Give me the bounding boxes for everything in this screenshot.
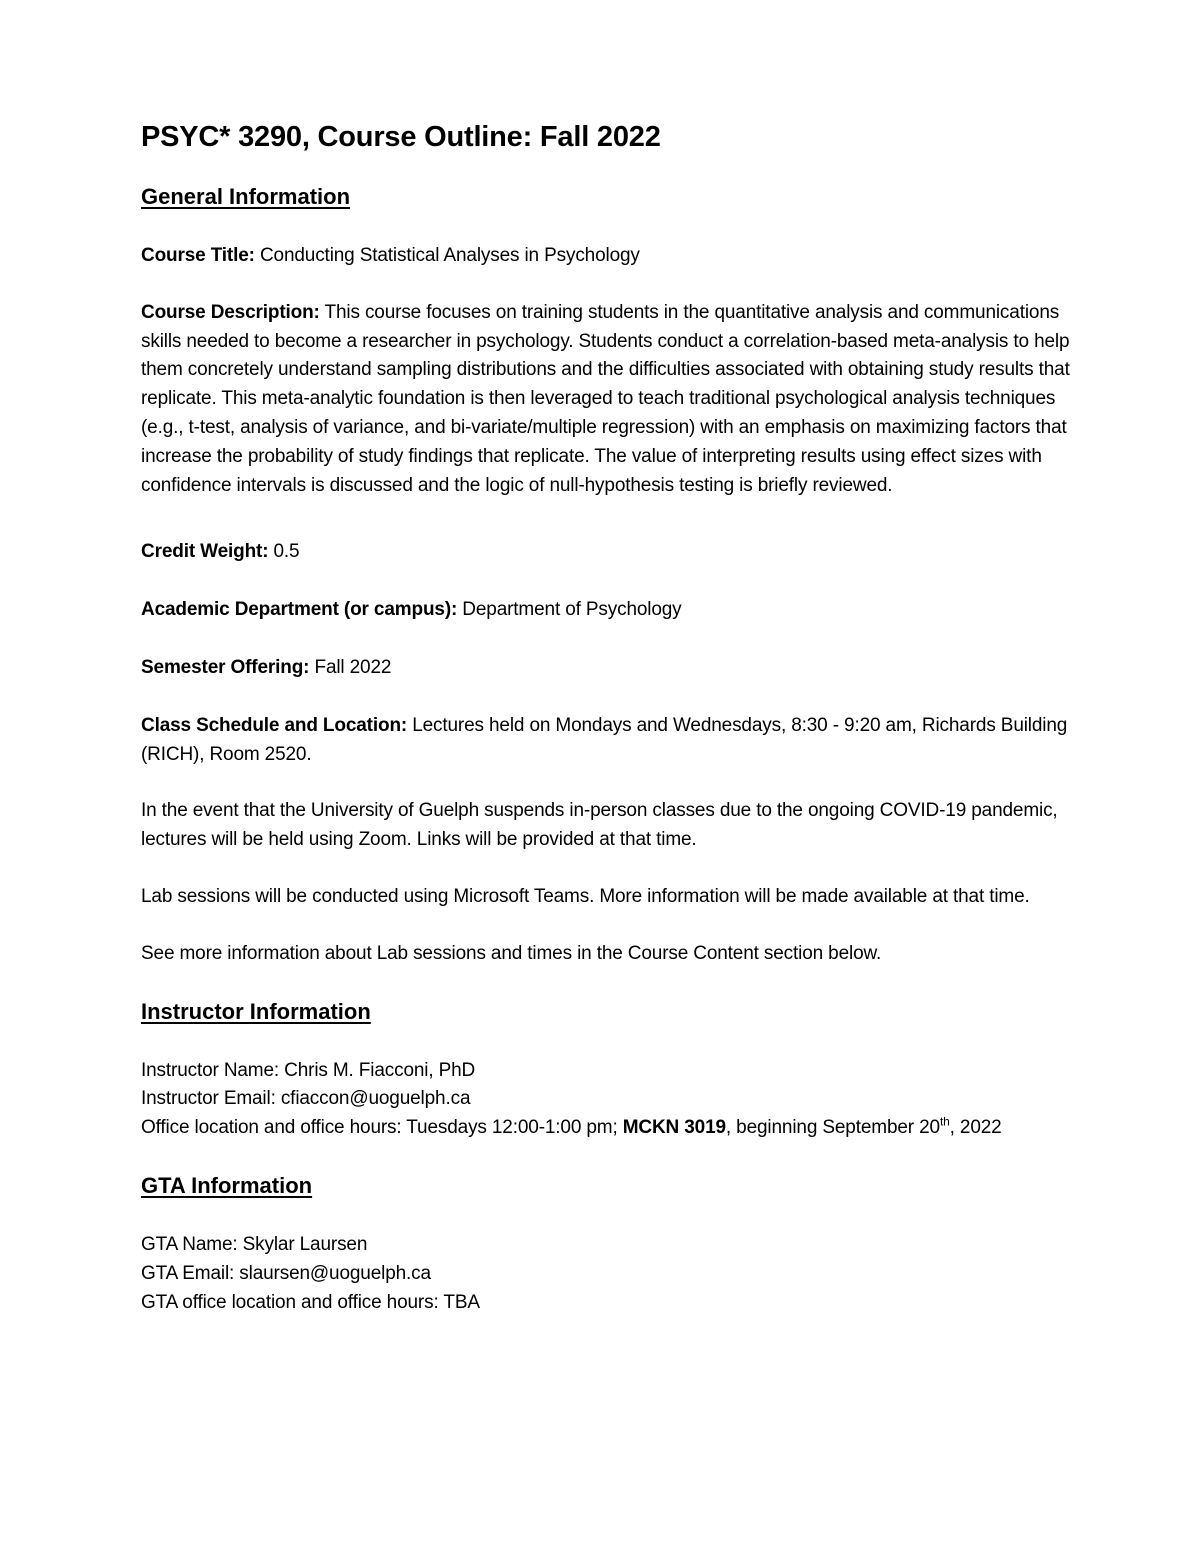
semester-value: Fall 2022 (309, 656, 392, 678)
class-schedule-paragraph (141, 712, 1071, 770)
lab-more-info-paragraph: See more information about Lab sessions and times in the Course Content section below. (141, 942, 882, 964)
class-schedule-label: Class Schedule and Location: (141, 714, 408, 736)
semester-paragraph (141, 654, 1071, 683)
page-title: PSYC* 3290, Course Outline: Fall 2022 (141, 121, 661, 153)
gta-name-line: GTA Name: Skylar Laursen (141, 1233, 368, 1255)
instructor-name-line: Instructor Name: Chris M. Fiacconi, PhD (141, 1059, 476, 1081)
gta-office-line: GTA office location and office hours: TBA (141, 1291, 480, 1313)
gta-email-line: GTA Email: slaursen@uoguelph.ca (141, 1262, 431, 1284)
instructor-office-line (141, 1114, 1071, 1143)
department-paragraph (141, 596, 1071, 625)
instructor-email-line: Instructor Email: cfiaccon@uoguelph.ca (141, 1088, 471, 1110)
instructor-office-suffix-b: , 2022 (949, 1117, 1002, 1139)
class-schedule-value: Lectures held on Mondays and Wednesdays, 8:30 - 9:20 am, Richards Building (RICH), Room 2520. (141, 714, 1068, 765)
credit-weight-label: Credit Weight: (141, 541, 269, 563)
instructor-office-prefix: Office location and office hours: Tuesdays 12:00-1:00 pm; (141, 1117, 623, 1139)
instructor-office-ordinal: th (939, 1114, 950, 1129)
course-title-label: Course Title: (141, 245, 255, 266)
department-value: Department of Psychology (457, 599, 682, 621)
course-title-value: Conducting Statistical Analyses in Psychology (254, 245, 640, 266)
instructor-office-suffix-a: , beginning September 20 (725, 1117, 940, 1139)
covid-note-paragraph: In the event that the University of Guelph suspends in-person classes due to the ongoing COVID-19 pandemic, lectures will be held using Zoom. Links will be provided at that time. (141, 800, 1058, 851)
gta-information-heading: GTA Information (141, 1172, 313, 1198)
course-description-label: Course Description: (141, 301, 320, 323)
semester-label: Semester Offering: (141, 656, 310, 678)
course-description-paragraph (141, 299, 1071, 501)
course-description-value: This course focuses on training students in the quantitative analysis and communications skills needed to become a researcher in psychology. Students conduct a correlation-based meta-analysis to help them concretely understand sampling distributions and the difficulties associated with obtaining study results that replicate. This meta-analytic foundation is then leveraged to teach traditional psychological analysis techniques (e.g., t-test, analysis of variance, and bi-variate/multiple regression) with an emphasis on maximizing factors that increase the probability of study findings that replicate. The value of interpreting results using effect sizes with confidence intervals is discussed and the logic of null-hypothesis testing is briefly reviewed. (141, 301, 1070, 496)
department-label: Academic Department (or campus): (141, 599, 458, 621)
document-content (141, 118, 1071, 1317)
instructor-office-room: MCKN 3019 (622, 1117, 726, 1139)
instructor-information-heading: Instructor Information (141, 998, 371, 1024)
credit-weight-value: 0.5 (268, 541, 300, 563)
general-information-heading: General Information (141, 184, 351, 209)
course-title-paragraph (141, 242, 1071, 271)
lab-note-paragraph: Lab sessions will be conducted using Microsoft Teams. More information will be made available at that time. (141, 885, 1030, 907)
credit-weight-paragraph (141, 538, 1071, 567)
